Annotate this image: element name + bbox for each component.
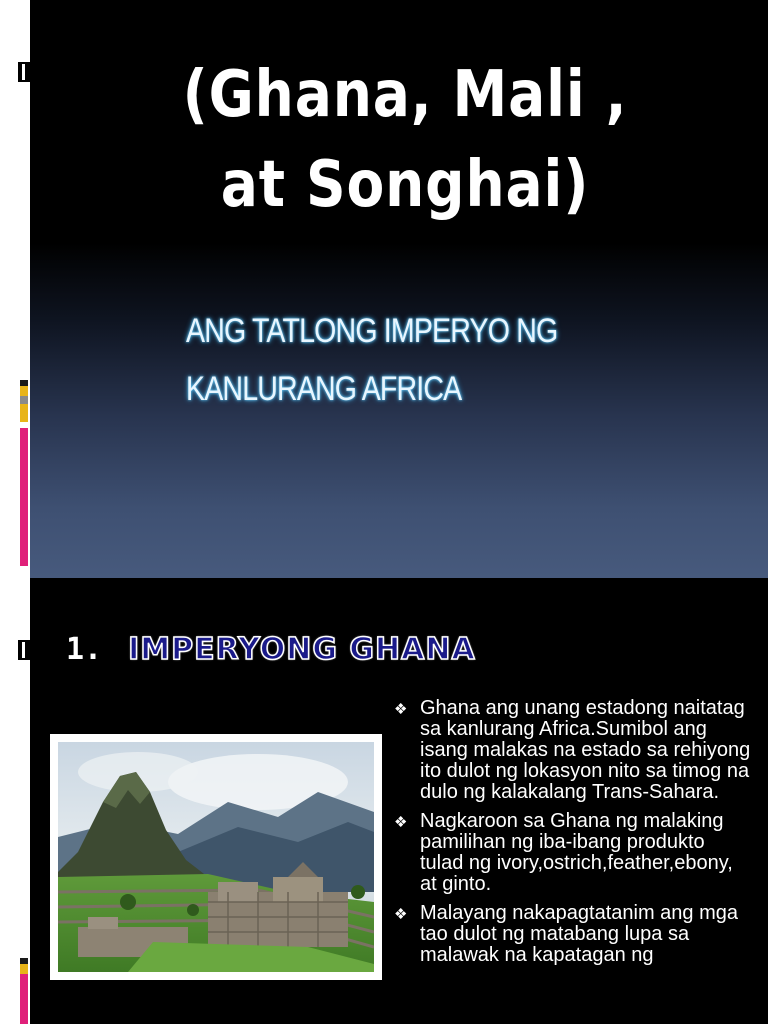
bullet-text: Nagkaroon sa Ghana ng malaking pamilihan ng iba-ibang produkto tulad ng ivory,ostrich,feather,ebony, at ginto. <box>420 810 733 895</box>
heading-text: IMPERYONG GHANA <box>128 632 476 667</box>
slide-marker-icon <box>18 62 30 82</box>
accent-bar <box>20 386 28 396</box>
accent-bar <box>20 404 28 422</box>
slide-marker-icon <box>18 640 30 660</box>
accent-bar <box>20 964 28 974</box>
accent-bar <box>20 396 28 404</box>
subtitle-line: KANLURANG AFRICA <box>186 370 462 408</box>
bullet-text: Ghana ang unang estadong naitatag sa kanlurang Africa.Sumibol ang isang malakas na estado sa rehiyong ito dulot ng lokasyon nito sa timog na dulo ng kalakalang Trans-Sahara. <box>420 697 751 803</box>
bullet-text: Malayang nakapagtatanim ang mga tao dulot ng matabang lupa sa malawak na kapatagan ng <box>420 902 738 966</box>
slide-side-strip <box>0 0 30 578</box>
bullet-list <box>392 698 752 974</box>
list-item <box>392 698 752 803</box>
machu-picchu-photo <box>58 742 374 972</box>
accent-bar <box>20 974 28 1024</box>
photo-frame <box>50 734 382 980</box>
subtitle-line: ANG TATLONG IMPERYO NG <box>186 312 558 350</box>
list-item <box>392 811 752 895</box>
heading-number: 1. <box>66 632 103 667</box>
content-slide <box>0 578 768 1024</box>
list-item <box>392 903 752 966</box>
section-heading <box>66 630 476 670</box>
slide-title: (Ghana, Mali , at Songhai) <box>182 58 628 222</box>
diamond-bullet-icon: ❖ <box>394 814 408 831</box>
accent-bar <box>20 428 28 566</box>
diamond-bullet-icon: ❖ <box>394 906 408 923</box>
slide-side-strip <box>0 578 30 1024</box>
slide-subtitle <box>186 302 640 418</box>
diamond-bullet-icon: ❖ <box>394 701 408 718</box>
